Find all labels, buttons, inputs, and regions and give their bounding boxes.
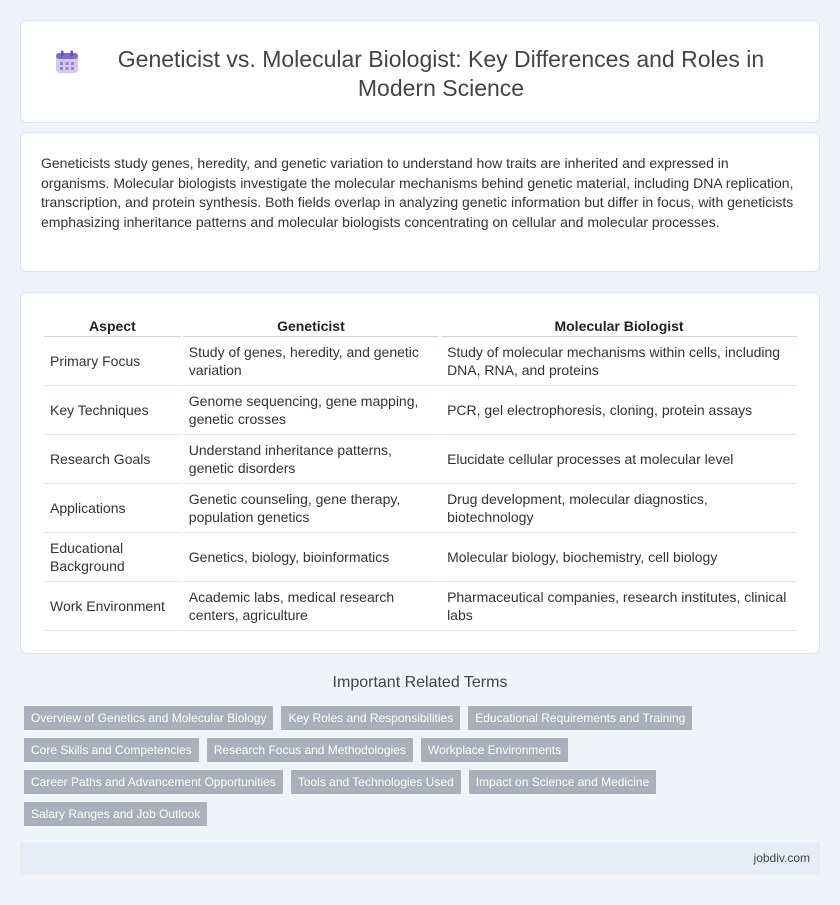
related-term-link[interactable]: Impact on Science and Medicine — [469, 770, 656, 794]
table-header-row — [44, 315, 797, 337]
cell-molecular-biologist: PCR, gel electrophoresis, cloning, protein assays — [441, 386, 797, 435]
related-term-link[interactable]: Workplace Environments — [421, 738, 568, 762]
header-geneticist: Geneticist — [183, 315, 439, 337]
cell-aspect: Educational Background — [44, 533, 181, 582]
cell-molecular-biologist: Pharmaceutical companies, research institutes, clinical labs — [441, 582, 797, 631]
cell-geneticist: Genome sequencing, gene mapping, genetic crosses — [183, 386, 439, 435]
cell-molecular-biologist: Drug development, molecular diagnostics, biotechnology — [441, 484, 797, 533]
cell-aspect: Key Techniques — [44, 386, 181, 435]
cell-aspect: Research Goals — [44, 435, 181, 484]
table-row — [44, 337, 797, 386]
table-row — [44, 533, 797, 582]
cell-geneticist: Genetics, biology, bioinformatics — [183, 533, 439, 582]
cell-aspect: Applications — [44, 484, 181, 533]
cell-geneticist: Academic labs, medical research centers, agriculture — [183, 582, 439, 631]
comparison-table — [42, 315, 799, 631]
related-term-link[interactable]: Core Skills and Competencies — [24, 738, 199, 762]
cell-geneticist: Study of genes, heredity, and genetic variation — [183, 337, 439, 386]
cell-aspect: Primary Focus — [44, 337, 181, 386]
table-row — [44, 386, 797, 435]
related-term-link[interactable]: Overview of Genetics and Molecular Biology — [24, 706, 273, 730]
cell-geneticist: Understand inheritance patterns, genetic disorders — [183, 435, 439, 484]
header-molecular-biologist: Molecular Biologist — [441, 315, 797, 337]
cell-molecular-biologist: Study of molecular mechanisms within cells, including DNA, RNA, and proteins — [441, 337, 797, 386]
table-row — [44, 484, 797, 533]
cell-geneticist: Genetic counseling, gene therapy, population genetics — [183, 484, 439, 533]
related-term-link[interactable]: Tools and Technologies Used — [291, 770, 461, 794]
intro-paragraph: Geneticists study genes, heredity, and genetic variation to understand how traits are inherited and expressed in organisms. Molecular biologists investigate the molecular mechanisms behind genetic material, including DNA replication, transcription, and protein synthesis. Both fields overlap in analyzing genetic information but differ in focus, with geneticists emphasizing inheritance patterns and molecular biologists concentrating on cellular and molecular processes. — [41, 155, 794, 230]
related-term-link[interactable]: Educational Requirements and Training — [468, 706, 692, 730]
related-term-link[interactable]: Salary Ranges and Job Outlook — [24, 802, 207, 826]
calendar-icon — [54, 49, 80, 75]
related-terms-heading: Important Related Terms — [332, 674, 508, 691]
related-term-link[interactable]: Key Roles and Responsibilities — [281, 706, 460, 730]
comparison-card — [20, 292, 820, 654]
cell-molecular-biologist: Molecular biology, biochemistry, cell biology — [441, 533, 797, 582]
related-term-link[interactable]: Research Focus and Methodologies — [207, 738, 413, 762]
related-term-link[interactable]: Career Paths and Advancement Opportunities — [24, 770, 283, 794]
header-aspect: Aspect — [44, 315, 181, 337]
footer-site-link[interactable]: jobdiv.com — [753, 851, 810, 865]
table-row — [44, 435, 797, 484]
footer — [20, 842, 820, 874]
table-row — [44, 582, 797, 631]
page-title: Geneticist vs. Molecular Biologist: Key Differences and Roles in Modern Science — [117, 46, 765, 101]
cell-aspect: Work Environment — [44, 582, 181, 631]
related-terms-list — [24, 706, 724, 826]
intro-card — [20, 132, 820, 272]
header-card — [20, 20, 820, 123]
cell-molecular-biologist: Elucidate cellular processes at molecular level — [441, 435, 797, 484]
